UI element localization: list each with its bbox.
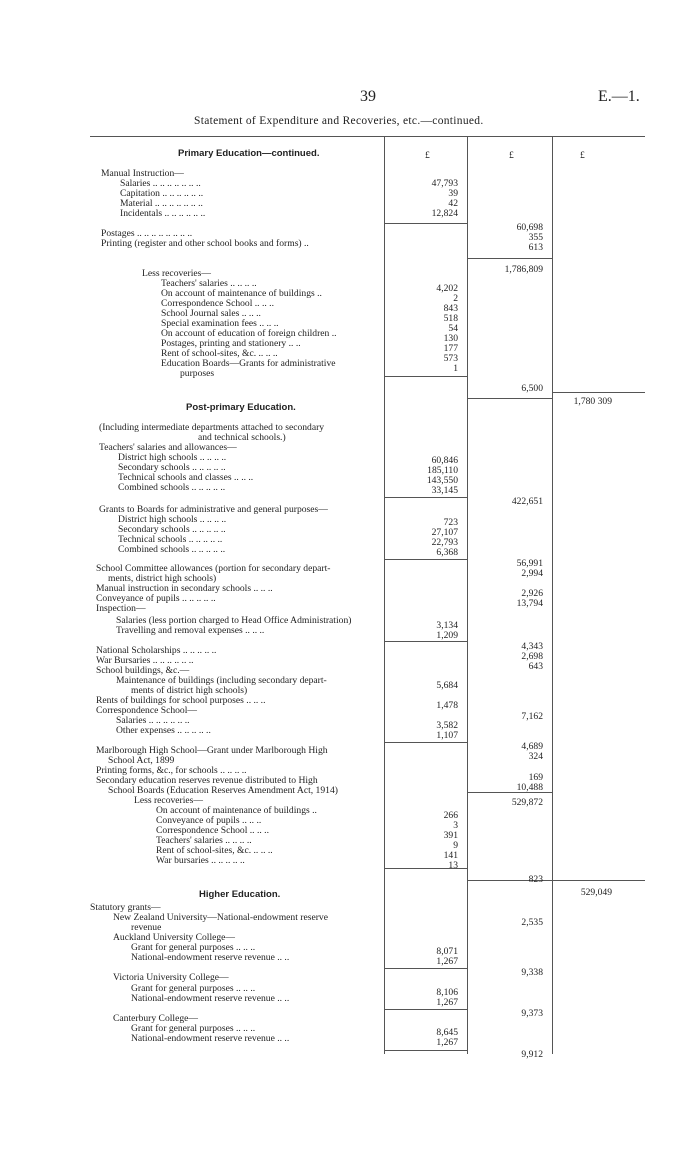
line-item-label: Grants to Boards for administrative and general purposes—	[99, 504, 328, 515]
amount-cell: 4,343	[521, 641, 543, 652]
amount-cell: 1,107	[436, 730, 458, 741]
amount-cell: 2,698	[521, 651, 543, 662]
amount-cell: 141	[443, 850, 458, 861]
line-item-label: Inspection—	[96, 603, 146, 614]
amount-cell: 2,535	[521, 917, 543, 928]
column-3-unit: £	[580, 150, 585, 161]
line-item-label: National-endowment reserve revenue .. ..	[131, 1033, 290, 1044]
amount-cell: 1,786,809	[504, 264, 543, 275]
total-rule	[384, 376, 467, 377]
total-rule	[384, 223, 467, 224]
amount-cell: 6,368	[436, 547, 458, 558]
amount-cell: 39	[448, 188, 458, 199]
line-item-label: National Scholarships .. .. .. .. ..	[96, 645, 217, 656]
amount-cell: 42	[448, 198, 458, 209]
line-item-label: Postages .. .. .. .. .. .. .. ..	[101, 228, 193, 239]
line-item-label: Postages, printing and stationery .. ..	[161, 338, 301, 349]
amount-cell: 3	[453, 820, 458, 831]
line-item-label: Manual Instruction—	[101, 168, 184, 179]
amount-cell: 60,846	[431, 455, 458, 466]
amount-cell: 8,106	[436, 987, 458, 998]
amount-cell: 1,478	[436, 700, 458, 711]
line-item-label: School Boards (Education Reserves Amendment Act, 1914)	[108, 785, 338, 796]
total-rule	[552, 392, 645, 393]
line-item-label: Combined schools .. .. .. .. ..	[118, 544, 226, 555]
line-item-label: (Including intermediate departments attached to secondary	[99, 422, 325, 433]
line-item-label: Less recoveries—	[142, 268, 211, 279]
amount-cell: 391	[443, 830, 458, 841]
line-item-label: Teachers' salaries and allowances—	[99, 442, 237, 453]
line-item-label: Rents of buildings for school purposes .. .. ..	[96, 695, 266, 706]
line-item-label: Technical schools and classes .. .. ..	[118, 472, 254, 483]
line-item-label: and technical schools.)	[198, 432, 286, 443]
total-rule	[384, 1050, 467, 1051]
line-item-label: On account of maintenance of buildings ..	[156, 805, 317, 816]
amount-cell: 823	[528, 874, 543, 885]
statement-title: Statement of Expenditure and Recoveries, etc.—continued.	[194, 115, 484, 127]
amount-cell: 2,926	[521, 588, 543, 599]
section-heading: Post-primary Education.	[186, 402, 296, 413]
line-item-label: Salaries .. .. .. .. .. ..	[116, 715, 190, 726]
line-item-label: Grant for general purposes .. .. ..	[131, 942, 256, 953]
line-item-label: Maintenance of buildings (including secondary depart-	[116, 675, 327, 686]
column-1-unit: £	[425, 150, 430, 161]
line-item-label: Secondary schools .. .. .. .. ..	[118, 462, 226, 473]
amount-cell: 529,049	[580, 887, 612, 898]
line-item-label: Education Boards—Grants for administrative	[161, 358, 336, 369]
line-item-label: War bursaries .. .. .. .. ..	[156, 855, 245, 866]
amount-cell: 573	[443, 353, 458, 364]
line-item-label: On account of education of foreign children ..	[161, 328, 337, 339]
column-divider-2	[467, 136, 468, 1054]
column-divider-3	[552, 136, 553, 1054]
amount-cell: 3,582	[436, 720, 458, 731]
total-rule	[467, 258, 552, 259]
line-item-label: Conveyance of pupils .. .. .. .. ..	[96, 593, 216, 604]
amount-cell: 177	[443, 343, 458, 354]
line-item-label: War Bursaries .. .. .. .. .. ..	[96, 655, 194, 666]
total-rule	[552, 880, 645, 881]
line-item-label: Grant for general purposes .. .. ..	[131, 983, 256, 994]
total-rule	[384, 742, 467, 743]
amount-cell: 10,488	[516, 782, 543, 793]
amount-cell: 324	[528, 751, 543, 762]
amount-cell: 56,991	[516, 558, 543, 569]
total-rule	[384, 1009, 467, 1010]
line-item-label: Printing forms, &c., for schools .. .. .. ..	[96, 765, 247, 776]
line-item-label: Incidentals .. .. .. .. .. ..	[120, 208, 206, 219]
column-2-unit: £	[509, 150, 514, 161]
page-number: 39	[360, 88, 376, 105]
line-item-label: Teachers' salaries .. .. .. ..	[161, 278, 257, 289]
amount-cell: 843	[443, 303, 458, 314]
line-item-label: District high schools .. .. .. ..	[118, 514, 227, 525]
amount-cell: 27,107	[431, 527, 458, 538]
amount-cell: 8,071	[436, 946, 458, 957]
amount-cell: 9,912	[521, 1049, 543, 1060]
line-item-label: National-endowment reserve revenue .. ..	[131, 952, 290, 963]
amount-cell: 518	[443, 313, 458, 324]
amount-cell: 723	[443, 517, 458, 528]
line-item-label: Capitation .. .. .. .. .. ..	[120, 188, 204, 199]
amount-cell: 9,338	[521, 967, 543, 978]
line-item-label: Travelling and removal expenses .. .. ..	[116, 625, 265, 636]
amount-cell: 1,780 309	[573, 396, 612, 407]
amount-cell: 7,162	[521, 711, 543, 722]
amount-cell: 4,689	[521, 741, 543, 752]
amount-cell: 1,267	[436, 997, 458, 1008]
line-item-label: Rent of school-sites, &c. .. .. ..	[161, 348, 278, 359]
total-rule	[384, 968, 467, 969]
line-item-label: Statutory grants—	[90, 902, 161, 913]
line-item-label: Printing (register and other school books and forms) ..	[101, 238, 309, 249]
line-item-label: New Zealand University—National-endowment reserve	[113, 912, 328, 923]
amount-cell: 8,645	[436, 1027, 458, 1038]
amount-cell: 22,793	[431, 537, 458, 548]
line-item-label: District high schools .. .. .. ..	[118, 452, 227, 463]
amount-cell: 130	[443, 333, 458, 344]
amount-cell: 2	[453, 293, 458, 304]
total-rule	[467, 398, 552, 399]
total-rule	[384, 559, 467, 560]
amount-cell: 422,651	[511, 496, 543, 507]
amount-cell: 9	[453, 840, 458, 851]
line-item-label: Marlborough High School—Grant under Marlborough High	[96, 745, 328, 756]
amount-cell: 12,824	[431, 208, 458, 219]
page-reference: E.—1.	[598, 88, 640, 105]
amount-cell: 143,550	[426, 475, 458, 486]
line-item-label: Victoria University College—	[113, 972, 229, 983]
amount-cell: 2,994	[521, 568, 543, 579]
amount-cell: 355	[528, 232, 543, 243]
line-item-label: School Committee allowances (portion for secondary depart-	[96, 563, 331, 574]
header-rule	[90, 136, 645, 137]
amount-cell: 13,794	[516, 598, 543, 609]
line-item-label: Correspondence School—	[96, 705, 197, 716]
amount-cell: 1,267	[436, 956, 458, 967]
amount-cell: 4,202	[436, 283, 458, 294]
line-item-label: Canterbury College—	[113, 1013, 198, 1024]
amount-cell: 6,500	[521, 383, 543, 394]
line-item-label: On account of maintenance of buildings ..	[161, 288, 322, 299]
column-divider-1	[384, 136, 385, 1054]
line-item-label: Grant for general purposes .. .. ..	[131, 1023, 256, 1034]
amount-cell: 266	[443, 810, 458, 821]
line-item-label: School Journal sales .. .. ..	[161, 308, 261, 319]
amount-cell: 54	[448, 323, 458, 334]
amount-cell: 13	[448, 860, 458, 871]
amount-cell: 1	[453, 363, 458, 374]
amount-cell: 643	[528, 661, 543, 672]
line-item-label: revenue	[131, 922, 162, 933]
line-item-label: Correspondence School .. .. ..	[156, 825, 269, 836]
amount-cell: 47,793	[431, 178, 458, 189]
amount-cell: 613	[528, 242, 543, 253]
amount-cell: 185,110	[427, 465, 458, 476]
line-item-label: Salaries .. .. .. .. .. .. ..	[120, 178, 201, 189]
section-heading: Higher Education.	[199, 889, 281, 900]
section-heading: Primary Education—continued.	[178, 148, 320, 159]
amount-cell: 60,698	[516, 222, 543, 233]
amount-cell: 3,134	[436, 620, 458, 631]
line-item-label: Auckland University College—	[113, 932, 236, 943]
line-item-label: Secondary schools .. .. .. .. ..	[118, 524, 226, 535]
line-item-label: Special examination fees .. .. ..	[161, 318, 279, 329]
line-item-label: Teachers' salaries .. .. .. ..	[156, 835, 252, 846]
amount-cell: 1,209	[436, 630, 458, 641]
line-item-label: Secondary education reserves revenue distributed to High	[96, 775, 318, 786]
line-item-label: School Act, 1899	[108, 755, 175, 766]
line-item-label: School buildings, &c.—	[96, 665, 190, 676]
line-item-label: Other expenses .. .. .. .. ..	[116, 725, 211, 736]
line-item-label: purposes	[180, 368, 215, 379]
line-item-label: Correspondence School .. .. ..	[161, 298, 274, 309]
line-item-label: Combined schools .. .. .. .. ..	[118, 482, 226, 493]
line-item-label: ments of district high schools)	[131, 685, 248, 696]
amount-cell: 1,267	[436, 1037, 458, 1048]
line-item-label: Manual instruction in secondary schools .. .. ..	[96, 583, 273, 594]
line-item-label: Technical schools .. .. .. .. ..	[118, 534, 223, 545]
amount-cell: 9,373	[521, 1008, 543, 1019]
line-item-label: Salaries (less portion charged to Head Office Administration)	[116, 615, 352, 626]
line-item-label: Conveyance of pupils .. .. ..	[156, 815, 262, 826]
amount-cell: 33,145	[431, 485, 458, 496]
line-item-label: Material .. .. .. .. .. .. ..	[120, 198, 203, 209]
total-rule	[384, 641, 467, 642]
line-item-label: Rent of school-sites, &c. .. .. ..	[156, 845, 273, 856]
amount-cell: 5,684	[436, 680, 458, 691]
line-item-label: National-endowment reserve revenue .. ..	[131, 993, 290, 1004]
amount-cell: 529,872	[511, 797, 543, 808]
line-item-label: ments, district high schools)	[108, 573, 217, 584]
total-rule	[384, 497, 467, 498]
line-item-label: Less recoveries—	[134, 795, 203, 806]
amount-cell: 169	[528, 772, 543, 783]
